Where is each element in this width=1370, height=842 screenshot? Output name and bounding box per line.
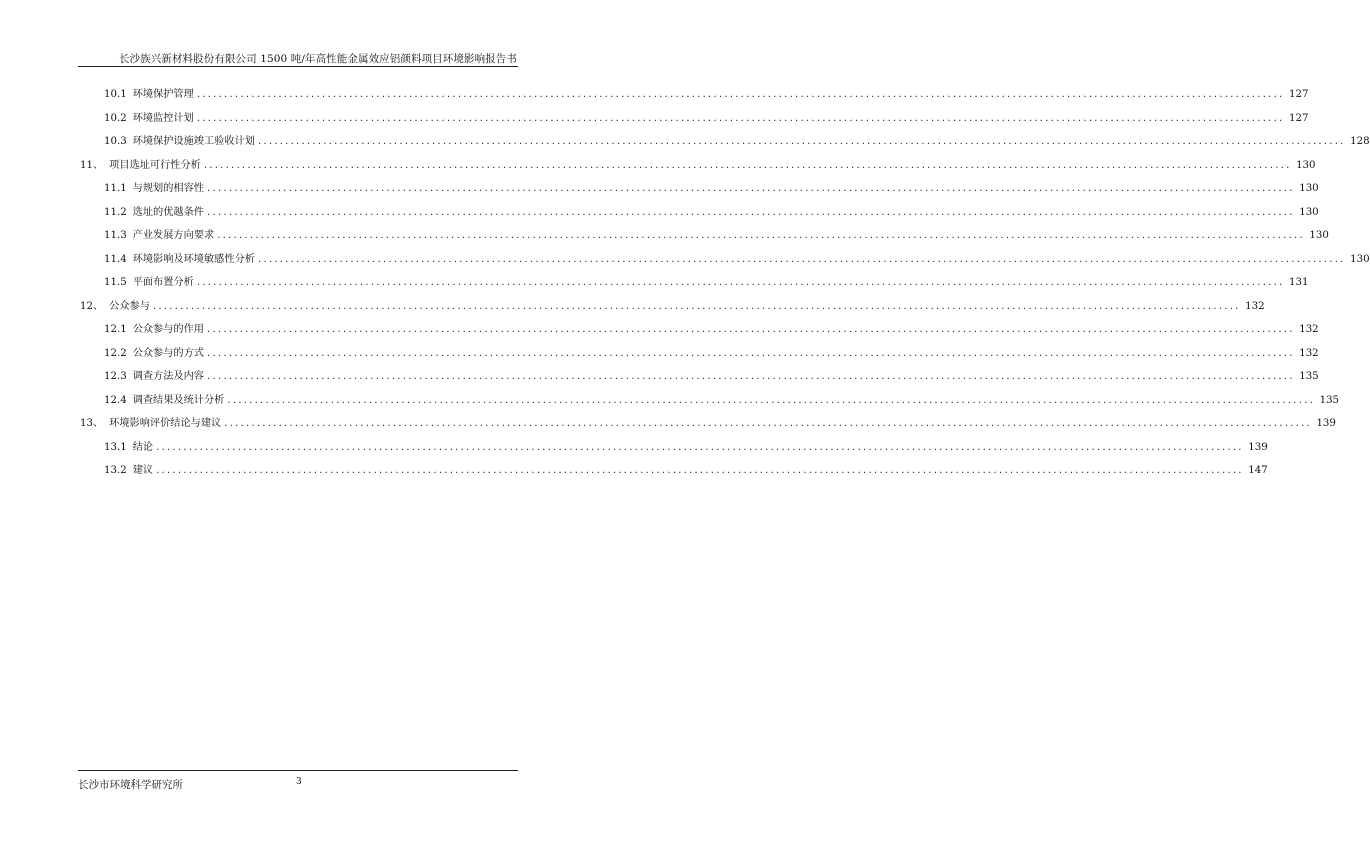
toc-entry[interactable] [80, 417, 1336, 431]
toc-entry[interactable] [104, 441, 1268, 455]
toc-entry-title: 与规划的相容性 [132, 183, 204, 194]
toc-entry-number: 12.4 [104, 394, 127, 406]
toc-entry-title: 环境监控计划 [132, 112, 194, 124]
toc-dot-leader: ........................................................................................................................................................................................................ [224, 418, 1312, 429]
toc-entry-number: 12.3 [104, 371, 127, 382]
toc-entry-page: 135 [1319, 394, 1340, 406]
toc-entry-title: 产业发展方向要求 [132, 230, 215, 241]
toc-entry-number: 11.5 [104, 277, 127, 288]
toc-entry-number: 11、 [80, 159, 104, 171]
toc-entry-page: 132 [1299, 324, 1319, 335]
toc-entry[interactable] [104, 135, 1370, 149]
toc-dot-leader: ........................................................................................................................................................................................................ [257, 136, 1346, 147]
toc-entry-number: 10.1 [104, 89, 127, 100]
footer-organization: 长沙市环境科学研究所 [78, 779, 183, 791]
toc-entry-page: 131 [1289, 277, 1309, 288]
toc-entry-number: 11.4 [104, 253, 127, 265]
toc-entry[interactable] [80, 159, 1316, 173]
toc-entry[interactable] [80, 300, 1265, 314]
toc-dot-leader: ........................................................................................................................................................................................................ [227, 394, 1316, 406]
toc-entry-page: 130 [1350, 253, 1370, 265]
toc-entry[interactable] [104, 206, 1319, 220]
toc-entry-number: 11.1 [104, 183, 127, 194]
header-divider [78, 66, 518, 67]
toc-dot-leader: ........................................................................................................................................................................................................ [156, 441, 1244, 453]
toc-dot-leader: ........................................................................................................................................................................................................ [196, 277, 1285, 288]
toc-entry-page: 139 [1248, 441, 1268, 453]
footer-page-number: 3 [296, 777, 302, 787]
toc-entry[interactable] [104, 182, 1319, 196]
toc-entry-page: 132 [1245, 300, 1265, 312]
toc-entry-title: 平面布置分析 [132, 277, 194, 288]
toc-entry[interactable] [104, 394, 1340, 408]
toc-entry-number: 10.2 [104, 112, 127, 124]
toc-entry[interactable] [104, 229, 1329, 243]
toc-entry[interactable] [104, 464, 1268, 478]
toc-dot-leader: ........................................................................................................................................................................................................ [207, 183, 1295, 194]
toc-entry[interactable] [104, 276, 1309, 290]
toc-entry-page: 130 [1296, 159, 1316, 171]
toc-entry-page: 127 [1289, 89, 1309, 100]
toc-dot-leader: ........................................................................................................................................................................................................ [207, 347, 1295, 359]
toc-entry[interactable] [104, 347, 1319, 361]
toc-dot-leader: ........................................................................................................................................................................................................ [207, 371, 1295, 382]
toc-entry-title: 环境保护设施竣工验收计划 [132, 136, 255, 147]
toc-entry-number: 13.2 [104, 465, 127, 476]
toc-dot-leader: ........................................................................................................................................................................................................ [196, 89, 1285, 100]
toc-entry-number: 11.2 [104, 206, 127, 218]
toc-dot-leader: ........................................................................................................................................................................................................ [257, 253, 1346, 265]
toc-entry-title: 公众参与 [109, 300, 150, 312]
toc-entry[interactable] [104, 370, 1319, 384]
toc-entry-page: 132 [1299, 347, 1319, 359]
toc-entry-number: 12、 [80, 300, 104, 312]
toc-dot-leader: ........................................................................................................................................................................................................ [152, 300, 1241, 312]
toc-entry-number: 12.1 [104, 324, 127, 335]
toc-entry-title: 调查方法及内容 [132, 371, 204, 382]
toc-dot-leader: ........................................................................................................................................................................................................ [196, 112, 1285, 124]
toc-entry-number: 13.1 [104, 441, 127, 453]
toc-entry[interactable] [104, 112, 1309, 126]
toc-entry-page: 127 [1289, 112, 1309, 124]
toc-entry-title: 环境保护管理 [132, 89, 194, 100]
toc-entry-page: 130 [1299, 183, 1319, 194]
toc-dot-leader: ........................................................................................................................................................................................................ [207, 324, 1295, 335]
running-header: 长沙族兴新材料股份有限公司 1500 吨/年高性能金属效应铝颜料项目环境影响报告书 [118, 53, 517, 65]
toc-entry-title: 调查结果及统计分析 [132, 394, 225, 406]
toc-entry-title: 公众参与的作用 [132, 324, 204, 335]
toc-entry-title: 环境影响及环境敏感性分析 [132, 253, 255, 265]
toc-entry-title: 公众参与的方式 [132, 347, 204, 359]
toc-entry-title: 环境影响评价结论与建议 [109, 418, 222, 429]
toc-entry-title: 选址的优越条件 [132, 206, 204, 218]
toc-entry-title: 结论 [132, 441, 154, 453]
toc-entry-page: 130 [1299, 206, 1319, 218]
toc-entry[interactable] [104, 253, 1370, 267]
footer-divider [78, 770, 518, 771]
toc-dot-leader: ........................................................................................................................................................................................................ [217, 230, 1305, 241]
toc-entry-title: 项目选址可行性分析 [109, 159, 201, 171]
toc-entry-page: 135 [1299, 371, 1319, 382]
toc-entry-page: 130 [1309, 230, 1329, 241]
toc-dot-leader: ........................................................................................................................................................................................................ [156, 465, 1244, 476]
toc-entry-number: 11.3 [104, 230, 127, 241]
toc-entry-number: 12.2 [104, 347, 127, 359]
toc-dot-leader: ........................................................................................................................................................................................................ [207, 206, 1295, 218]
toc-entry[interactable] [104, 88, 1309, 102]
toc-entry-title: 建议 [132, 465, 154, 476]
toc-entry-page: 147 [1248, 465, 1268, 476]
toc-entry[interactable] [104, 323, 1319, 337]
toc-entry-number: 13、 [80, 418, 104, 429]
toc-entry-page: 139 [1316, 418, 1336, 429]
toc-entry-number: 10.3 [104, 136, 127, 147]
toc-entry-page: 128 [1350, 136, 1370, 147]
toc-dot-leader: ........................................................................................................................................................................................................ [203, 159, 1292, 171]
